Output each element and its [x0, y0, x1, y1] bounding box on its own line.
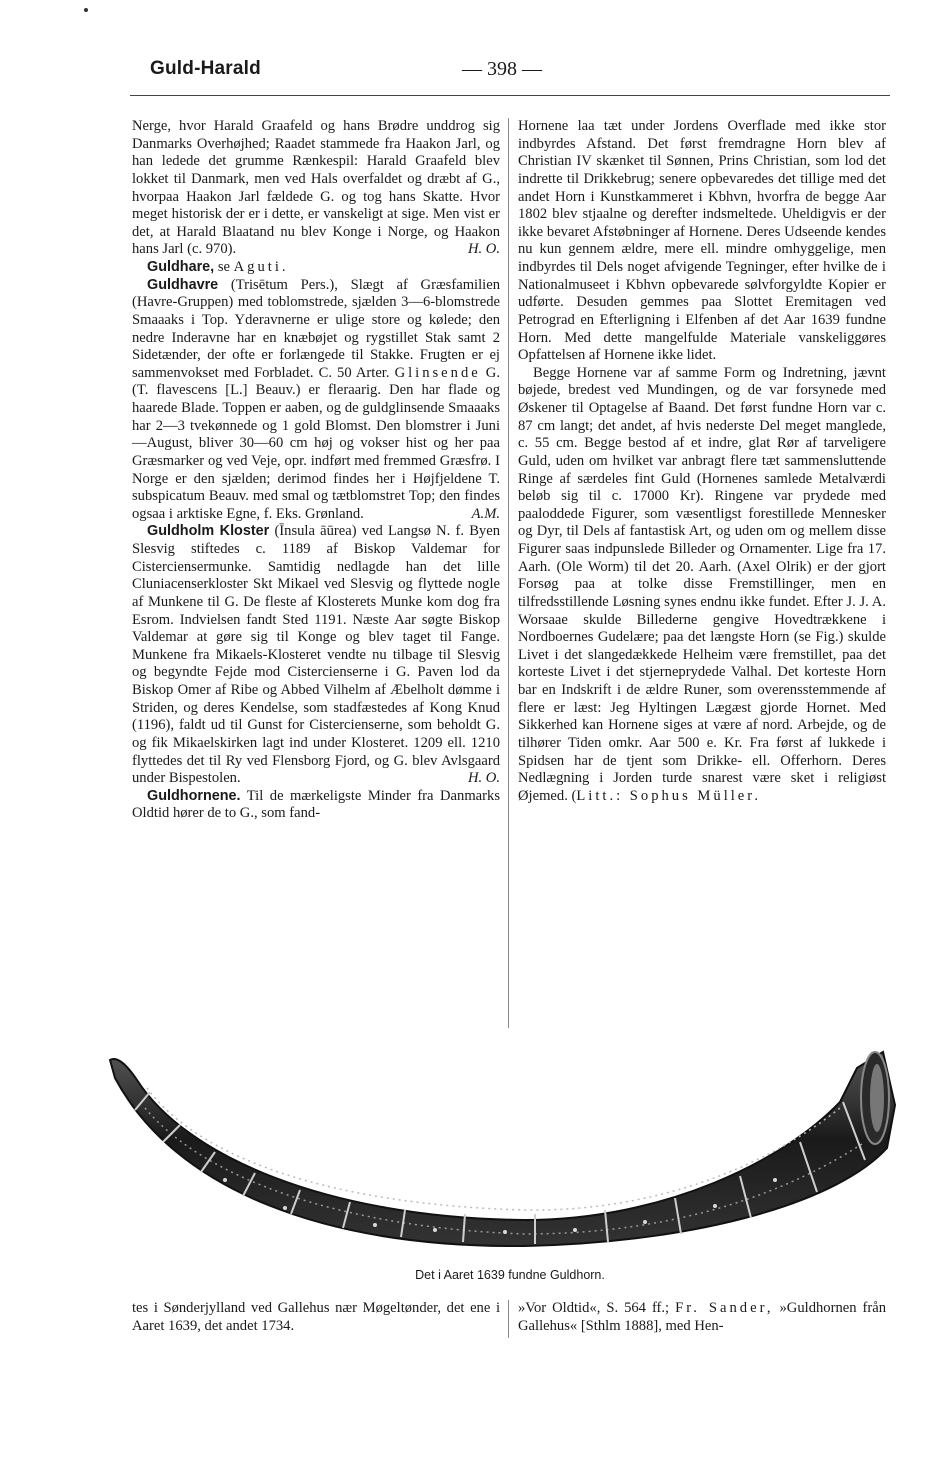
entry-text: Til de mærkeligste Minder fra Danmarks Oldtid hører de to G., som fand-	[132, 787, 500, 822]
entry-text: ved Langsø N. f. Byen Slesvig stiftedes c. 1189 af Biskop Valdemar for Cisterciensermunke. Samtidig nedlagde han det lille Cluniacenserkloster Skt Mikael ved Slesvig og flyttede nogle af Munkene til G. De fleste af Klosterets Munke kom dog fra Esrom. Indvielsen fandt Sted 1191. Næste Aar søgte Biskop Valdemar at gøre sig til Konge og blev taget til Fange. Munkene fra Mikaels-Klosteret vendte nu tilbage til Slesvig og begyndte Fejde mod Cistercienserne i G. Paven lod da Biskop Omer af Ribe og Abbed Vilhelm af Æbelholt dømme i Striden, og deres Kendelse, som stadfæstedes af Kong Knud (1196), faldt ud til Gunst for Cistercienserne, som beholdt G. og fik Mikaelskirken lagt ind under Klosteret. 1209 ell. 1210 flyttedes det til Ry ved Flensborg Fjord, og G. blev Avlsgaard under Bispestolen.	[132, 523, 500, 787]
paragraph-text: Begge Hornene var af samme Form og Indretning, jævnt bøjede, bredest ved Mundingen, og de var forsynede med Øskener til Optagelse af Baand. Det først fundne Horn var c. 87 cm langt; det andet, af hvis nederste Del meget manglede, c. 55 cm. Begge bestod af et indre, glat Rør af tarveligere Guld, uden om hvilket var anbragt flere tæt sammensluttende Ringe af særdeles fint Guld (Hornenes samlede Metalværdi beløb sig til c. 17000 Kr). Ringene var prydede med paaloddede Figurer, som væsentligst forestillede Mennesker og Dyr, til Dels af fantastisk Art, og uden om og mellem disse Figurer saas indpunslede Billeder og Ornamenter. Lige fra 17. Aarh. (Ole Worm) til det 20. Aarh. (Axel Olrik) er der gjort Forsøg paa at tolke disse Fremstillinger, men en tilfredsstillende Løsning synes endnu ikke fundet. Efter J. J. A. Worsaae skulde Billederne gengive Hovedtrækkene i Nordboernes Gudelære; paa det længste Horn (se Fig.) skulde Livet i det slangedækkede Helheim være fremstillet, paa det korteste Livet i det stjerneprydede Valhal. Det korteste Horn bar en Indskrift i de ældre Runer, som overensstemmende af flere er læst: Jeg Hyltingen Lægæst gjorde Hornet. Med Sikkerhed kan Hornene siges at være af nord. Arbejde, og de tilhører Tiden omkr. Aar 500 e. Kr. Fra først af lukkede i Spidsen har de tjent som Drikke- ell. Offerhorn. Deres Nedlægning i Jorden turde snarest være sket i religiøst Øjemed. (	[518, 364, 886, 804]
golden-horn-icon	[105, 1030, 900, 1260]
entry-headword: Guldholm Kloster	[147, 523, 270, 540]
literature-reference: Litt.: Sophus Müller.	[576, 787, 761, 804]
bottom-right-text	[518, 1300, 886, 1335]
left-column	[132, 118, 500, 823]
column-divider	[508, 118, 509, 1028]
author-signature: A.M.	[471, 505, 500, 522]
column-divider	[508, 1300, 509, 1338]
entry-text: Slægt af Græsfamilien (Havre-Gruppen) med toblomstrede, sjælden 3—6-blomstrede Smaaaks i Top. Yderavnerne er ulige store og kølede; den nedre Inderavne har en knæbøjet og rygstillet Stak samt 2 Sidetænder, der ofte er forlængede til Stakke. Frugten er ej sammenvokset med Forbladet. C. 50 Arter.	[132, 276, 500, 381]
entry-text: G. (T. flavescens [L.] Beauv.) er fleraarig. Den har flade og haarede Blade. Toppen er aaben, og de guldglinsende Smaaaks har 2—3 tvekønnede og 1 gold Blomst. Den blomstrer i Juni—August, bliver 30—60 cm høj og vokser hist og her paa Græsmarker og ved Veje, opr. indført med fremmed Græsfrø. I Norge er den sjælden; derimod findes her i Højfjeldene T. subspicatum Beauv. med smal og tætblomstret Top; den findes ogsaa i arktiske Egne, f. Eks. Grønland.	[132, 364, 500, 522]
latin-name: (Īnsula āūrea)	[269, 523, 357, 540]
entry-guld-harald-continued	[132, 118, 500, 259]
scan-speck	[84, 8, 88, 12]
entry-headword: Guldhornene.	[147, 787, 241, 804]
figure-caption: Det i Aaret 1639 fundne Guldhorn.	[415, 1268, 605, 1282]
entry-guldhornene	[132, 788, 500, 823]
author-signature: H. O.	[467, 241, 500, 258]
author-signature: H. O.	[467, 770, 500, 787]
entry-headword: Guldhare,	[147, 259, 215, 275]
bottom-left-text: tes i Sønderjylland ved Gallehus nær Møgeltønder, det ene i Aaret 1639, det andet 1734.	[132, 1300, 500, 1334]
author-name-spaced: Fr. Sander,	[675, 1300, 774, 1316]
species-name-spaced: Glinsende	[394, 364, 481, 381]
paragraph-text: Nerge, hvor Harald Graafeld og hans Brødre unddrog sig Danmarks Overhøjhed; Raadet stammede fra Haakon Jarl, og han ledede det grumme Rænkespil: Harald Graafeld blev lokket til Danmark, men ved Hals overfaldet og dræbt af G., hvorpaa Haakon Jarl fældede G. og tog hans Skatte. Hvor meget historisk der er i dette, er vanskeligt at sige. Men vist er det, at Harald Blaatand nu blev Konge i Norge, og Haakon hans Jarl (c. 970).	[132, 118, 500, 258]
entry-guldhare	[132, 259, 500, 277]
page-header	[150, 58, 890, 88]
paragraph: Hornene laa tæt under Jordens Overflade med ikke stor indbyrdes Afstand. Det først fremdragne Horn blev af Christian IV skænket til Sønnen, Prins Christian, som lod det indrette til Drikkebrug; senere opbevaredes det tillige med det andet Horn i Kunstkammeret i Kbhvn, hvorfra de begge Aar 1802 blev stjaalne og derefter indsmeltede. Uheldigvis er der ikke bevaret Afstøbninger af Hornene. Deres Udseende kendes nu kun gennem ældre, mere ell. mindre omhyggelige, men indbyrdes til Dels noget afvigende Tegninger, efter hvilke de i Nationalmuseet i Kbhvn opbevarede sølvforgyldte Kopier er udførte. Desuden gemmes paa Slottet Eremitagen ved Petrograd en Efterligning i Elfenben af det Aar 1639 fundne Horn. Med dette mangelfulde Materiale vanskeliggøres Opfattelsen af Hornene ikke lidet.	[518, 118, 886, 364]
reference-text: »Vor Oldtid«, S. 564 ff.;	[518, 1300, 676, 1316]
header-rule	[130, 95, 890, 96]
latin-name: (Trisētum Pers.),	[218, 276, 338, 293]
entry-headword: Guldhavre	[147, 276, 219, 293]
entry-guldholm-kloster	[132, 523, 500, 787]
golden-horn-figure	[105, 1030, 900, 1260]
paragraph	[518, 365, 886, 806]
running-head: Guld-Harald	[150, 58, 261, 79]
page-number: — 398 —	[462, 58, 542, 80]
right-column	[518, 118, 886, 805]
entry-guldhavre	[132, 277, 500, 524]
reference-text: »Guldhornen från Gallehus« [Sthlm 1888], med Hen-	[518, 1300, 886, 1334]
entry-text: se	[214, 259, 234, 275]
cross-reference: Aguti.	[233, 259, 289, 275]
